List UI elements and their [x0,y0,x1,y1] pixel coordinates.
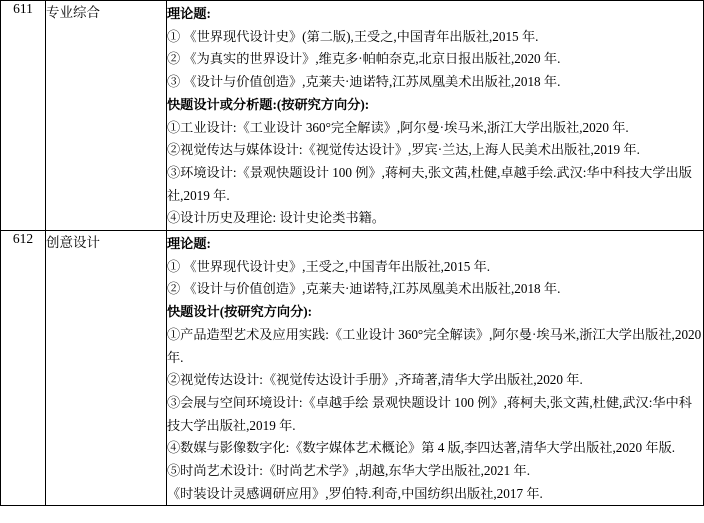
reference-item: ⑤时尚艺术设计:《时尚艺术学》,胡越,东华大学出版社,2021 年. [167,463,531,479]
subject-code: 612 [1,231,46,506]
subject-name: 创意设计 [46,231,167,506]
reference-item: ② 《设计与价值创造》,克莱夫·迪诺特,江苏凤凰美术出版社,2018 年. [167,281,561,297]
reference-item: ③会展与空间环境设计:《卓越手绘 景观快题设计 100 例》,蒋柯夫,张文茜,杜健,武汉:华中科技大学出版社,2019 年. [167,394,692,433]
section-heading: 快题设计(按研究方向分): [167,304,313,320]
subject-name: 专业综合 [46,1,167,231]
reference-item: ②视觉传达设计:《视觉传达设计手册》,齐琦著,清华大学出版社,2020 年. [167,372,583,388]
reference-content [167,1,704,231]
reference-content [167,231,704,506]
reference-item: ②视觉传达与媒体设计:《视觉传达设计》,罗宾·兰达,上海人民美术出版社,2019 年. [167,142,640,158]
table-row [1,231,704,506]
table-row [1,1,704,231]
reference-item: ③ 《设计与价值创造》,克莱夫·迪诺特,江苏凤凰美术出版社,2018 年. [167,74,561,90]
reference-item: ① 《世界现代设计史》(第二版),王受之,中国青年出版社,2015 年. [167,28,539,44]
section-heading: 快题设计或分析题:(按研究方向分): [167,96,370,112]
reference-item: ①产品造型艺术及应用实践:《工业设计 360°完全解读》,阿尔曼·埃马米,浙江大学出版社,2020 年. [167,326,702,365]
reference-item: ④数媒与影像数字化:《数字媒体艺术概论》第 4 版,李四达著,清华大学出版社,2020 年版. [167,440,676,456]
section-heading: 理论题: [167,236,211,252]
reference-item: ② 《为真实的世界设计》,维克多·帕帕奈克,北京日报出版社,2020 年. [167,51,561,67]
reference-item: ④设计历史及理论: 设计史论类书籍。 [167,210,385,226]
reference-item: ①工业设计:《工业设计 360°完全解读》,阿尔曼·埃马米,浙江大学出版社,2020 年. [167,119,629,135]
reference-item: 《时装设计灵感调研应用》,罗伯特.利奇,中国纺织出版社,2017 年. [167,485,543,501]
section-heading: 理论题: [167,6,211,21]
reference-item: ③环境设计:《景观快题设计 100 例》,蒋柯夫,张文茜,杜健,卓越手绘.武汉:华中科技大学出版社,2019 年. [167,164,692,203]
subject-code: 611 [1,1,46,231]
reference-item: ① 《世界现代设计史》,王受之,中国青年出版社,2015 年. [167,258,491,274]
